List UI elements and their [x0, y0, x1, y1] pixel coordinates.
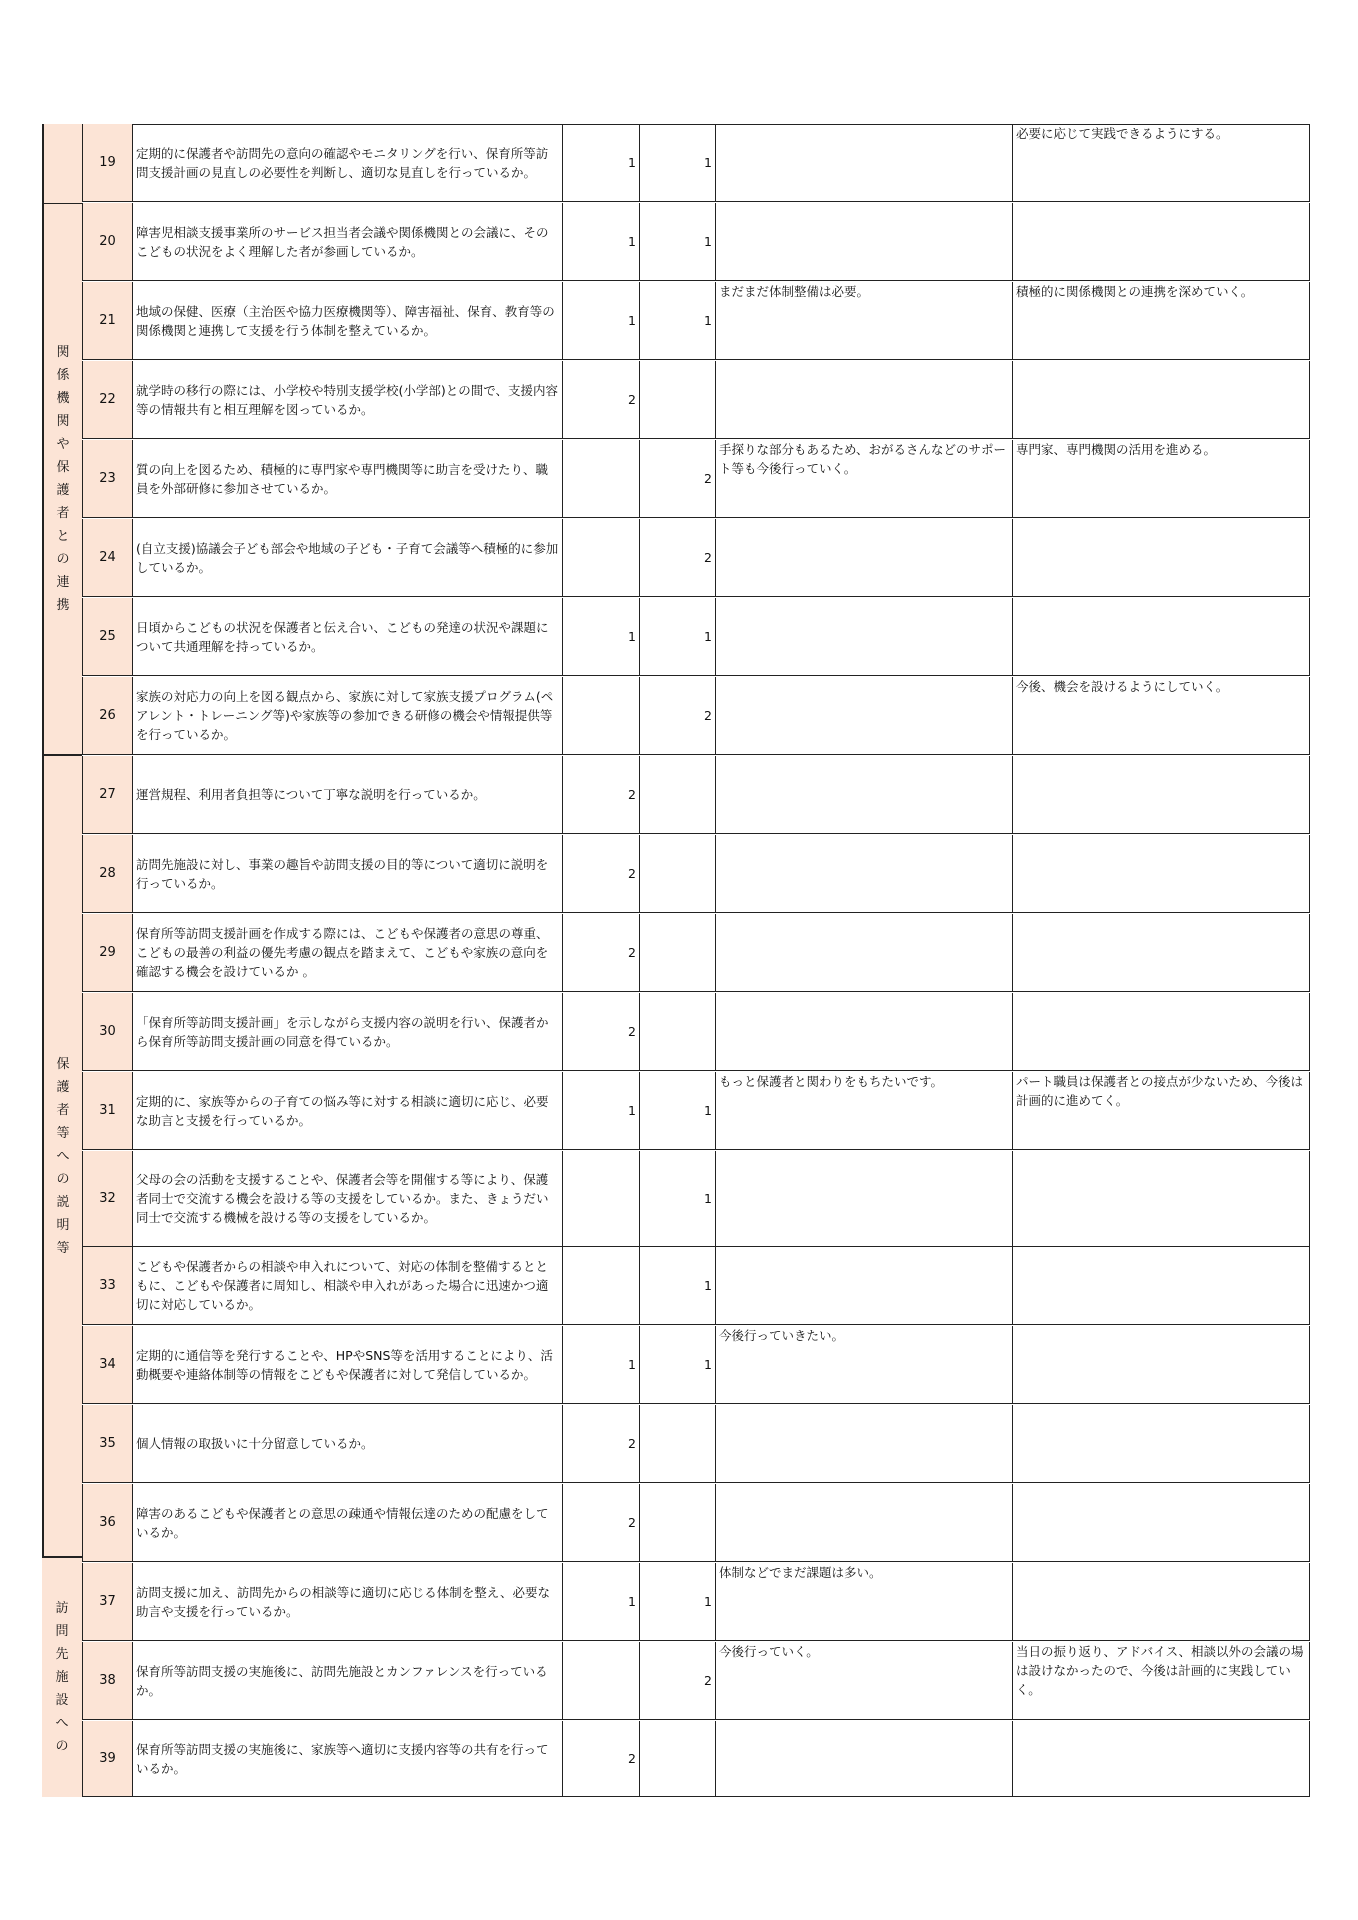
- comment-improvement: 積極的に関係機関との連携を深めていく。: [1012, 282, 1310, 360]
- item-number: 25: [82, 598, 132, 676]
- table-row: [82, 1563, 1310, 1641]
- comment-current: 今後行っていきたい。: [715, 1326, 1012, 1404]
- item-question: 個人情報の取扱いに十分留意しているか。: [132, 1405, 562, 1483]
- comment-current: [715, 519, 1012, 597]
- category-block-previous: [42, 124, 82, 203]
- table-row: [82, 1151, 1310, 1247]
- comment-current: [715, 1151, 1012, 1247]
- score-partial: [639, 756, 715, 834]
- category-label-char: と: [56, 529, 70, 544]
- item-question: 家族の対応力の向上を図る観点から、家族に対して家族支援プログラム(ペアレント・トレーニング等)や家族等の参加できる研修の機会や情報提供等を行っているか。: [132, 677, 562, 755]
- score-yes: 1: [562, 282, 639, 360]
- category-label-char: 関: [56, 345, 70, 360]
- comment-improvement: [1012, 1405, 1310, 1483]
- item-number: 28: [82, 835, 132, 913]
- comment-improvement: [1012, 835, 1310, 913]
- item-number: 39: [82, 1721, 132, 1797]
- comment-current: [715, 124, 1012, 202]
- score-partial: 1: [639, 1151, 715, 1247]
- comment-current: 体制などでまだ課題は多い。: [715, 1563, 1012, 1641]
- score-yes: [562, 440, 639, 518]
- score-partial: [639, 1405, 715, 1483]
- table-row: [82, 993, 1310, 1071]
- category-label-char: 設: [55, 1693, 69, 1708]
- category-label-char: 説: [56, 1194, 70, 1210]
- table-row: [82, 124, 1310, 202]
- comment-current: [715, 914, 1012, 992]
- category-label-char: 者: [56, 506, 70, 521]
- item-number: 21: [82, 282, 132, 360]
- score-partial: 2: [639, 677, 715, 755]
- score-yes: 1: [562, 124, 639, 202]
- item-question: (自立支援)協議会子ども部会や地域の子ども・子育て会議等へ積極的に参加しているか。: [132, 519, 562, 597]
- item-question: 障害のあるこどもや保護者との意思の疎通や情報伝達のための配慮をしているか。: [132, 1484, 562, 1562]
- score-partial: 1: [639, 282, 715, 360]
- category-label-char: 先: [55, 1647, 69, 1662]
- item-number: 24: [82, 519, 132, 597]
- category-label-char: 保: [56, 460, 70, 475]
- item-question: 就学時の移行の際には、小学校や特別支援学校(小学部)との間で、支援内容等の情報共有と相互理解を図っているか。: [132, 361, 562, 439]
- category-label-char: へ: [55, 1716, 69, 1731]
- score-yes: 1: [562, 1326, 639, 1404]
- score-yes: 2: [562, 835, 639, 913]
- score-yes: 2: [562, 914, 639, 992]
- score-yes: 2: [562, 756, 639, 834]
- item-number: 19: [82, 124, 132, 202]
- comment-improvement: [1012, 519, 1310, 597]
- score-yes: [562, 1247, 639, 1325]
- table-row: [82, 598, 1310, 676]
- category-block-cooperation: [42, 204, 82, 754]
- item-number: 22: [82, 361, 132, 439]
- score-partial: [639, 1721, 715, 1797]
- category-label-char: へ: [56, 1148, 70, 1164]
- category-label-char: 施: [55, 1670, 69, 1685]
- item-question: 保育所等訪問支援計画を作成する際には、こどもや保護者の意思の尊重、こどもの最善の利益の優先考慮の観点を踏まえて、こどもや家族の意向を確認する機会を設けているか 。: [132, 914, 562, 992]
- item-question: 訪問先施設に対し、事業の趣旨や訪問支援の目的等について適切に説明を行っているか。: [132, 835, 562, 913]
- score-partial: 2: [639, 440, 715, 518]
- score-partial: [639, 361, 715, 439]
- comment-improvement: [1012, 1247, 1310, 1325]
- comment-improvement: 当日の振り返り、アドバイス、相談以外の会議の場は設けなかったので、今後は計画的に実践していく。: [1012, 1642, 1310, 1720]
- item-question: 定期的に通信等を発行することや、HPやSNS等を活用することにより、活動概要や連絡体制等の情報をこどもや保護者に対して発信しているか。: [132, 1326, 562, 1404]
- score-yes: 2: [562, 1484, 639, 1562]
- table-row: [82, 1642, 1310, 1720]
- item-number: 31: [82, 1072, 132, 1150]
- category-label-char: 機: [56, 391, 70, 406]
- category-block-explanation: [42, 756, 82, 1556]
- score-yes: [562, 1151, 639, 1247]
- table-row: [82, 1484, 1310, 1562]
- score-yes: 1: [562, 1563, 639, 1641]
- table-row: [82, 1326, 1310, 1404]
- table-row: [82, 756, 1310, 834]
- comment-current: まだまだ体制整備は必要。: [715, 282, 1012, 360]
- score-partial: 1: [639, 598, 715, 676]
- category-label-char: 問: [55, 1624, 69, 1639]
- category-label-char: 係: [56, 368, 70, 383]
- table-row: [82, 1072, 1310, 1150]
- comment-improvement: [1012, 756, 1310, 834]
- item-question: 定期的に、家族等からの子育ての悩み等に対する相談に適切に応じ、必要な助言と支援を行っているか。: [132, 1072, 562, 1150]
- item-question: 運営規程、利用者負担等について丁寧な説明を行っているか。: [132, 756, 562, 834]
- score-yes: 1: [562, 203, 639, 281]
- comment-improvement: [1012, 1151, 1310, 1247]
- item-question: 定期的に保護者や訪問先の意向の確認やモニタリングを行い、保育所等訪問支援計画の見直しの必要性を判断し、適切な見直しを行っているか。: [132, 124, 562, 202]
- comment-current: [715, 598, 1012, 676]
- comment-improvement: 専門家、専門機関の活用を進める。: [1012, 440, 1310, 518]
- category-label-char: 護: [56, 483, 70, 498]
- table-row: [82, 519, 1310, 597]
- category-label-char: 関: [56, 414, 70, 429]
- item-number: 20: [82, 203, 132, 281]
- score-partial: 1: [639, 203, 715, 281]
- comment-current: [715, 1247, 1012, 1325]
- score-yes: 2: [562, 1721, 639, 1797]
- score-partial: 1: [639, 1326, 715, 1404]
- table-row: [82, 914, 1310, 992]
- score-partial: [639, 1484, 715, 1562]
- comment-improvement: [1012, 1563, 1310, 1641]
- comment-improvement: 必要に応じて実践できるようにする。: [1012, 124, 1310, 202]
- category-label-char: 等: [56, 1125, 70, 1141]
- score-yes: [562, 1642, 639, 1720]
- table-row: [82, 1405, 1310, 1483]
- item-question: こどもや保護者からの相談や申入れについて、対応の体制を整備するとともに、こどもや保護者に周知し、相談や申入れがあった場合に迅速かつ適切に対応しているか。: [132, 1247, 562, 1325]
- score-partial: 1: [639, 1563, 715, 1641]
- item-number: 23: [82, 440, 132, 518]
- category-label-char: の: [56, 1171, 70, 1187]
- score-yes: 2: [562, 1405, 639, 1483]
- table-row: [82, 361, 1310, 439]
- comment-current: [715, 1484, 1012, 1562]
- item-number: 32: [82, 1151, 132, 1247]
- score-yes: 1: [562, 598, 639, 676]
- item-question: 「保育所等訪問支援計画」を示しながら支援内容の説明を行い、保護者から保育所等訪問支援計画の同意を得ているか。: [132, 993, 562, 1071]
- item-question: 質の向上を図るため、積極的に専門家や専門機関等に助言を受けたり、職員を外部研修に参加させているか。: [132, 440, 562, 518]
- item-number: 36: [82, 1484, 132, 1562]
- category-label-char: 者: [56, 1102, 70, 1118]
- category-label-char: 等: [56, 1240, 70, 1256]
- comment-current: [715, 1721, 1012, 1797]
- item-number: 37: [82, 1563, 132, 1641]
- category-label-char: 連: [56, 575, 70, 590]
- score-yes: 2: [562, 361, 639, 439]
- item-number: 26: [82, 677, 132, 755]
- item-question: 日頃からこどもの状況を保護者と伝え合い、こどもの発達の状況や課題について共通理解を持っているか。: [132, 598, 562, 676]
- table-row: [82, 282, 1310, 360]
- comment-improvement: パート職員は保護者との接点が少ないため、今後は計画的に進めてく。: [1012, 1072, 1310, 1150]
- comment-current: もっと保護者と関わりをもちたいです。: [715, 1072, 1012, 1150]
- comment-current: [715, 993, 1012, 1071]
- category-label-char: 明: [56, 1217, 70, 1233]
- comment-current: [715, 203, 1012, 281]
- comment-current: [715, 835, 1012, 913]
- comment-current: [715, 677, 1012, 755]
- item-number: 34: [82, 1326, 132, 1404]
- table-row: [82, 440, 1310, 518]
- item-number: 30: [82, 993, 132, 1071]
- comment-improvement: 今後、機会を設けるようにしていく。: [1012, 677, 1310, 755]
- category-label-char: の: [55, 1739, 69, 1754]
- comment-improvement: [1012, 203, 1310, 281]
- comment-improvement: [1012, 361, 1310, 439]
- category-label-char: や: [56, 437, 70, 452]
- comment-current: [715, 361, 1012, 439]
- table-row: [82, 677, 1310, 755]
- score-yes: 2: [562, 993, 639, 1071]
- score-partial: [639, 835, 715, 913]
- score-partial: 2: [639, 1642, 715, 1720]
- comment-improvement: [1012, 993, 1310, 1071]
- score-partial: 1: [639, 1072, 715, 1150]
- category-label-char: の: [56, 552, 70, 567]
- item-question: 保育所等訪問支援の実施後に、訪問先施設とカンファレンスを行っているか。: [132, 1642, 562, 1720]
- table-row: [82, 1721, 1310, 1797]
- comment-current: [715, 1405, 1012, 1483]
- score-yes: [562, 677, 639, 755]
- item-number: 38: [82, 1642, 132, 1720]
- evaluation-sheet: [42, 124, 1310, 1797]
- score-partial: 1: [639, 124, 715, 202]
- item-question: 障害児相談支援事業所のサービス担当者会議や関係機関との会議に、そのこどもの状況をよく理解した者が参画しているか。: [132, 203, 562, 281]
- score-partial: 1: [639, 1247, 715, 1325]
- comment-current: [715, 756, 1012, 834]
- score-yes: 1: [562, 1072, 639, 1150]
- item-number: 27: [82, 756, 132, 834]
- comment-improvement: [1012, 1721, 1310, 1797]
- comment-improvement: [1012, 1484, 1310, 1562]
- item-number: 29: [82, 914, 132, 992]
- category-label-char: 携: [56, 598, 70, 613]
- category-label-char: 保: [56, 1056, 70, 1072]
- comment-improvement: [1012, 1326, 1310, 1404]
- table-row: [82, 835, 1310, 913]
- comment-improvement: [1012, 914, 1310, 992]
- item-question: 地域の保健、医療（主治医や協力医療機関等）、障害福祉、保育、教育等の関係機関と連携して支援を行う体制を整えているか。: [132, 282, 562, 360]
- score-partial: [639, 993, 715, 1071]
- table-row: [82, 1247, 1310, 1325]
- score-partial: [639, 914, 715, 992]
- comment-improvement: [1012, 598, 1310, 676]
- comment-current: 手探りな部分もあるため、おがるさんなどのサポート等も今後行っていく。: [715, 440, 1012, 518]
- item-question: 保育所等訪問支援の実施後に、家族等へ適切に支援内容等の共有を行っているか。: [132, 1721, 562, 1797]
- table-row: [82, 203, 1310, 281]
- category-label-char: 護: [56, 1079, 70, 1095]
- score-partial: 2: [639, 519, 715, 597]
- category-label-char: 訪: [55, 1601, 69, 1616]
- item-question: 訪問支援に加え、訪問先からの相談等に適切に応じる体制を整え、必要な助言や支援を行っているか。: [132, 1563, 562, 1641]
- comment-current: 今後行っていく。: [715, 1642, 1012, 1720]
- category-block-visit-facility: [42, 1558, 82, 1797]
- item-number: 33: [82, 1247, 132, 1325]
- score-yes: [562, 519, 639, 597]
- item-number: 35: [82, 1405, 132, 1483]
- item-question: 父母の会の活動を支援することや、保護者会等を開催する等により、保護者同士で交流する機会を設ける等の支援をしているか。また、きょうだい同士で交流する機械を設ける等の支援をしているか。: [132, 1151, 562, 1247]
